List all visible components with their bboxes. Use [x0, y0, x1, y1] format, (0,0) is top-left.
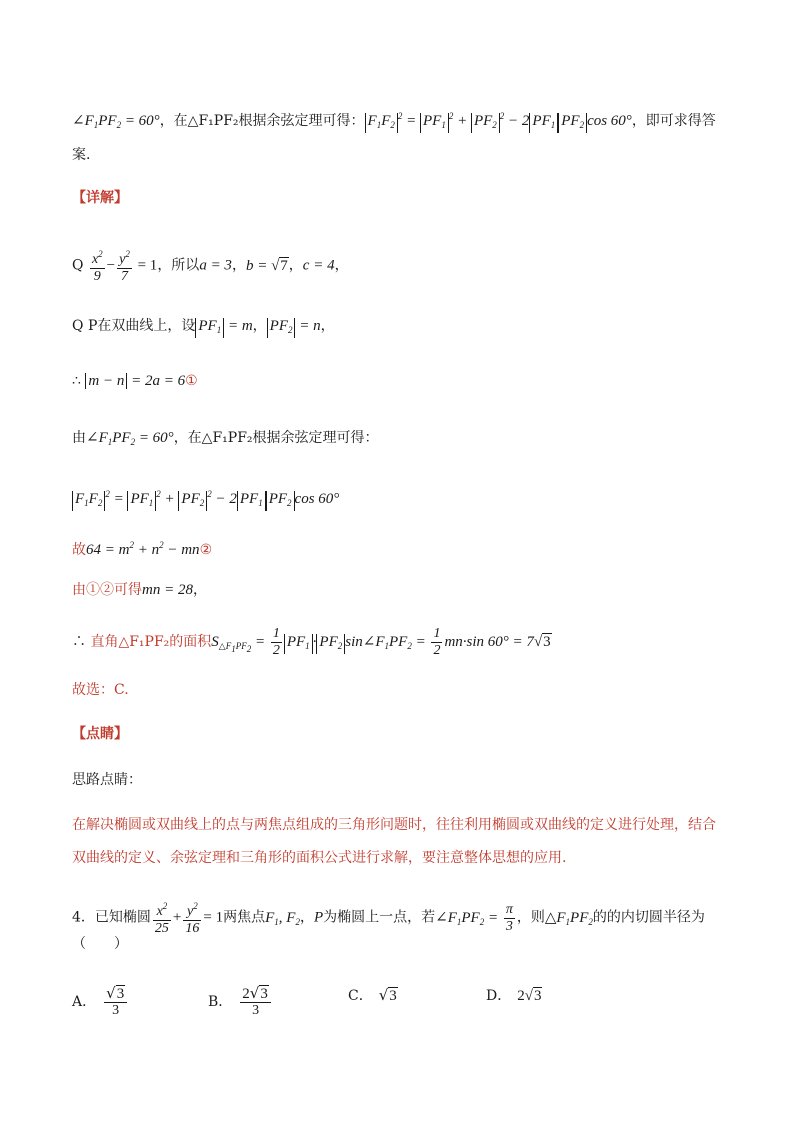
so-text: ，所以	[157, 257, 200, 274]
comma: ，	[192, 582, 207, 598]
option-a[interactable]	[72, 985, 129, 1019]
detail-line-4: Q P在双曲线上，设 $PF_1 = m$， $PF_2 = n$，	[72, 316, 335, 338]
option-b-label: B．	[208, 994, 233, 1010]
tip-line-2: 双曲线的定义、余弦定理和三角形的面积公式进行求解，要注意整体思想的应用.	[72, 850, 567, 866]
pf2-equals-n: $PF_2 = n$	[267, 318, 321, 334]
hint-text-1: ，在△F₁PF₂根据余弦定理可得：	[159, 113, 365, 129]
detail-line-11	[72, 680, 129, 700]
fraction-x2-25: $\frac{x^2}{25}$	[153, 898, 171, 937]
tip-header: 【点睛】	[72, 726, 128, 742]
marker-2: ②	[199, 542, 213, 558]
b-value: b = √7	[245, 257, 288, 274]
detail-line-5	[72, 371, 198, 391]
comma: ，	[334, 257, 349, 274]
detail-line-10	[72, 626, 552, 659]
foci-names: $F_1$, $F_2$	[265, 909, 300, 927]
m-minus-n-equation: m − n = 2a = 6	[85, 373, 185, 389]
option-d-value: 2√3	[517, 988, 542, 1004]
option-c-label: C．	[348, 988, 373, 1004]
area-text: 直角△F₁PF₂的面积	[90, 633, 212, 650]
detail-header: 【详解】	[72, 190, 128, 206]
angle-pi-3: $\angle F_1PF_2$ = $\frac{\pi}{3}$	[435, 901, 513, 934]
detail-line-7	[72, 484, 339, 511]
option-b-value: $\frac{2√3}{3}$	[240, 985, 271, 1019]
a-value: a = 3	[199, 257, 232, 274]
detail-line-8	[72, 535, 212, 560]
detail-line-3: Q $\frac{x^2}{9}$ − $\frac{y^2}{7}$ = 1，所以a = 3，b = √7，c = 4，	[72, 246, 349, 285]
marker-1: ①	[185, 373, 198, 389]
question-4-paren: （ ）	[72, 936, 128, 952]
on-hyperbola-text: P在双曲线上，设	[87, 318, 196, 334]
angle-condition: $\angle F_1PF_2 = 60^\circ$	[72, 113, 160, 130]
cosine-law-formula: $F_1F_2^2 = PF_1^2 + PF_2^2 - 2$ $PF_1$ $PF_2$ cos 60°	[72, 491, 339, 507]
point-on-ellipse-text: 为椭圆上一点，若	[323, 909, 436, 926]
question-4-number: 4．已知椭圆	[72, 909, 151, 926]
option-d[interactable]	[486, 985, 542, 1005]
tip-line-1: 在解决椭圆或双曲线上的点与两焦点组成的三角形问题时，往往利用椭圆或双曲线的定义进行处理，结合	[72, 817, 716, 833]
area-formula: $S_{\triangle F_1PF_2}$ = $\frac{1}{2}$ $PF_1 \cdot PF_2$ $\sin\angle F_1PF_2$ = $\frac{1}{2}$ mn·sin 60° = 7√3	[211, 626, 551, 658]
question-4-line: 4．已知椭圆 $\frac{x^2}{25}$ + $\frac{y^2}{16}$ = 1两焦点$F_1$, $F_2$，P为椭圆上一点，若$\angle F_1PF_2$ = $\frac{\pi}{3}$ ，则$\triangle F_1PF_2$的的内切圆半径为	[72, 898, 705, 937]
hence-text: 故	[72, 542, 86, 558]
because-symbol: Q	[72, 257, 84, 274]
choose-text: 故选：	[72, 682, 114, 698]
cosine-law-formula: $F_1F_2^2 = PF_1^2 + PF_2^2 - 2$ $PF_1$ $PF_2$ cos 60°	[365, 113, 632, 129]
detail-line-9	[72, 580, 207, 600]
fraction-y2-16: $\frac{y^2}{16}$	[183, 898, 201, 937]
hint-line-1	[72, 106, 716, 135]
pf1-equals-m: $PF_1 = m$	[195, 318, 252, 334]
mn-equals-28: mn = 28	[142, 582, 193, 598]
incircle-text: 的的内切圆半径为	[592, 909, 705, 926]
cosine-intro: ，在△F₁PF₂根据余弦定理可得：	[173, 430, 379, 446]
therefore-symbol: ∴	[72, 373, 81, 389]
hint-text-2: ，即可求得答	[631, 113, 716, 129]
option-d-label: D．	[486, 988, 512, 1004]
option-c-value: √3	[378, 986, 397, 1004]
by-text: 由	[72, 430, 86, 446]
then-text: ，则	[516, 909, 545, 926]
because-symbol: Q	[72, 318, 84, 334]
detail-line-6	[72, 428, 379, 452]
triangle-name: $\triangle F_1PF_2$	[544, 909, 593, 927]
two-foci-text: 两焦点	[223, 909, 266, 926]
fraction-x2-9: $\frac{x^2}{9}$	[90, 246, 105, 285]
fraction-y2-7: $\frac{y^2}{7}$	[117, 246, 132, 285]
comma: ，	[320, 318, 335, 334]
option-c[interactable]	[348, 985, 398, 1005]
tip-title: 思路点睛：	[72, 772, 142, 788]
from-markers-text: 由①②可得	[72, 582, 142, 598]
therefore-symbol: ∴	[72, 633, 86, 650]
c-value: c = 4	[302, 257, 335, 274]
angle-condition: $\angle F_1PF_2 = 60^\circ$	[86, 430, 174, 447]
option-b[interactable]	[208, 985, 273, 1019]
option-a-value: $\frac{√3}{3}$	[104, 985, 127, 1019]
equals-one: = 1	[203, 909, 224, 926]
equation-64: $64 = m^2 + n^2$ − mn	[86, 540, 200, 558]
point-p: P	[313, 909, 324, 926]
comma: ，	[299, 909, 314, 926]
option-a-label: A．	[72, 994, 97, 1010]
hint-line-2: 案.	[72, 147, 91, 163]
answer-letter: C.	[114, 682, 129, 698]
